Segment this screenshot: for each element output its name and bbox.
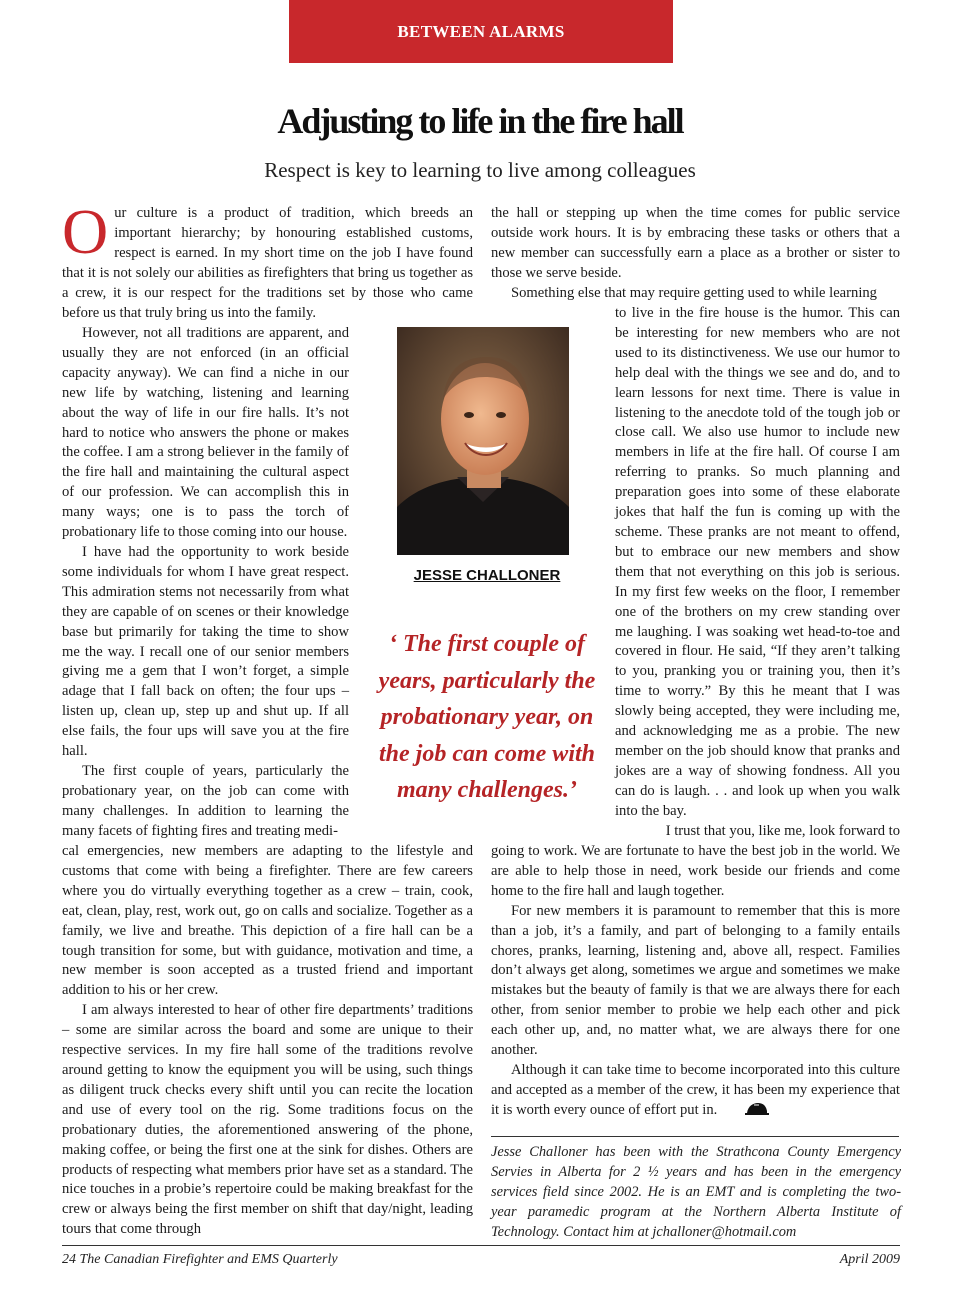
drop-cap: O — [62, 196, 109, 267]
footer-publication: 24 The Canadian Firefighter and EMS Quarterly — [62, 1252, 338, 1267]
paragraph-2: However, not all traditions are apparent, and usually they are not enforced (in an official capacity anyway). We can find a niche in our new life by watching, listening and learning about the way of life in our fire halls. It’s not hard to notice who answers the phone or makes the coffee. I am a strong believer in the family of the fire hall and maintaining the cultural aspect of our profession. We can accomplish this in many ways; one is to pass the torch of probationary life to those coming into our house. — [62, 325, 349, 541]
left-column-narrow — [62, 324, 349, 842]
section-label: BETWEEN ALARMS — [397, 21, 565, 41]
footer-divider — [62, 1245, 900, 1246]
article-title: Adjusting to life in the fire hall — [277, 101, 683, 141]
right-column-bottom — [491, 842, 900, 1123]
paragraph-3: I have had the opportunity to work beside some individuals for whom I have great respect. This admiration stems not necessarily from what they are capable of on scenes or their knowledge base but primarily for taking the time to show me the way. I recall one of our senior members giving me a gem that I won’t forget, a simple adage that I fall back on often; the four ups – listen up, clean up, step up and shut up. If all else fails, the four ups will save you at the fire hall. — [62, 543, 349, 760]
paragraph-4a: The first couple of years, particularly the probationary year, on the job can come with many challenges. In addition to learning the many facets of fighting fires and treating medi- — [62, 762, 349, 839]
portrait-photo — [397, 327, 569, 555]
paragraph-7b: to live in the fire house is the humor. This can be interesting for new members who are not used to its distinctiveness. We use our humor to help deal with the things we see and do, and to learn lessons for next time. There is value in listening to the anecdote told of the tough job or close call. We also use humor to include new members in life at the fire hall. Of course I am referring to pranks. So much planning and preparation goes into some of these elaborate jokes that half the fun is coming up with the scheme. These pranks are not meant to offend, but to embrace our new members and show them that not everything on this job is serious. In my first few weeks on the floor, I remember one of the brothers on my crew standing over me laughing. I was soaking wet head-to-toe and covered in flour. He said, “If they aren’t talking to you, pranking you or training you, then it’s time to worry.” By this he meant that I was slowly being accepted, they were including me, and acknowledging me as a probie. The new member on the job should know that pranks and jokes are a way of showing fondness. All you can do is laugh. . . and look up when you walk into the bay. — [615, 305, 900, 819]
paragraph-5: I am always interested to hear of other fire departments’ traditions – some are similar across the board and some are unique to their respective services. In my fire hall some of the traditions revolve around getting to know the equipment you will be using, such things as diligent truck checks every shift until you can recite the location and use of every tool on the rig. Some traditions focus on the probationary duties, the aforementioned answering of the phone, making coffee, or being the first one at the sink for dishes. Others are products of respecting what members prior have set as a standard. The nice touches in a probie’s repertoire could be making breakfast for the crew or always being the first member on shift that day/night, leading tours that come through — [62, 1002, 473, 1238]
article-subtitle: Respect is key to learning to live among colleagues — [264, 158, 696, 182]
paragraph-8b: going to work. We are fortunate to have the best job in the world. We are able to help those in need, work beside our friends and come home to the fire hall and laugh together. — [491, 843, 900, 899]
helmet-icon — [725, 1102, 769, 1123]
paragraph-10: Although it can take time to become incorporated into this culture and accepted as a member of the crew, it has been my experience that it is worth every ounce of effort put in. — [491, 1061, 900, 1123]
bio-divider — [491, 1136, 899, 1137]
pull-quote: ‘ The first couple of years, particularly the probationary year, on the job can come with many challenges.’ — [378, 631, 596, 803]
paragraph-1: Our culture is a product of tradition, which breeds an important hierarchy; by honouring established customs, respect is earned. In my short time on the job I have found that it is not solely our abilities as firefighters that bring us together as a crew, it is our respect for the traditions set by those who came before us that truly bring us into the family. — [62, 196, 473, 321]
photo-caption: JESSE CHALLONER — [413, 567, 561, 584]
footer-date: April 2009 — [839, 1252, 900, 1267]
left-column-bottom — [62, 842, 473, 1240]
paragraph-4b: cal emergencies, new members are adapting to the lifestyle and customs that come with being a firefighter. There are few careers where you do virtually everything together as a crew – train, cook, eat, clean, play, rest, work out, go on calls and socialize. Together as a family, we live and breathe. This depiction of a fire hall can be a tough transition for some, but with guidance, motivation and time, a new member is soon accepted as a trusted friend and important addition to his or her crew. — [62, 843, 473, 999]
right-column-narrow — [615, 304, 900, 841]
author-bio: Jesse Challoner has been with the Strathcona County Emergency Servies in Alberta for 2 ½ years and has been in the emergency services field since 2002. He is an EMT and is completing the two-year paramedic program at the Northern Alberta Institute of Technology. Contact him at jchalloner@hotmail.com — [491, 1144, 901, 1240]
paragraph-7a: Something else that may require getting used to while learning — [511, 284, 877, 301]
paragraph-6: the hall or stepping up when the time comes for public service outside work hours. It is by embracing these tasks or others that a new member can successfully earn a place as a brother or sister to those we serve beside. — [491, 205, 900, 281]
left-column-top — [62, 196, 473, 323]
paragraph-8a: I trust that you, like me, look forward to — [665, 822, 900, 839]
section-banner — [289, 0, 673, 63]
paragraph-9: For new members it is paramount to remember that this is more than a job, it’s a family, and part of belonging to a family entails chores, pranks, learning, listening and, above all, respect. Families don’t always get along, sometimes we argue and sometimes we make mistakes but the beauty of family is that we are always there for each other, from senior member to probie we help each other and pick each other up, and, no matter what, we are always there for one another. — [491, 902, 900, 1059]
right-column-top — [491, 204, 900, 304]
